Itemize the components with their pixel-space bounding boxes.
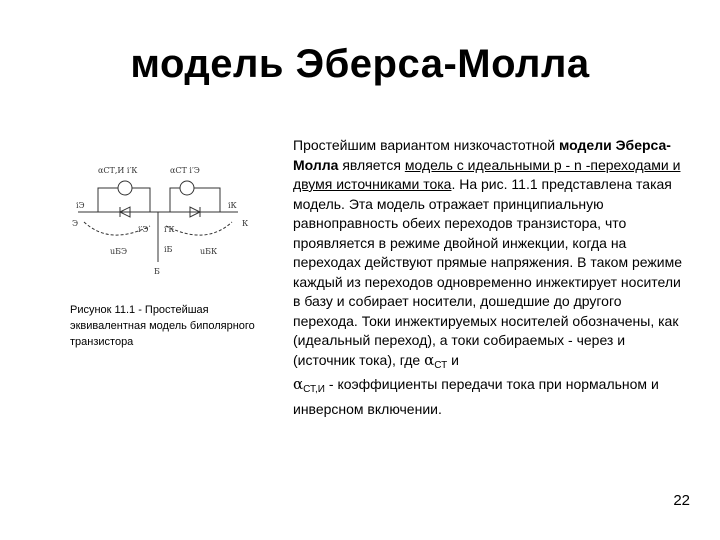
i-b-label: iБ (164, 245, 173, 254)
i-k-prime-label: i′К (164, 225, 175, 234)
slide-title: модель Эберса-Молла (130, 42, 590, 86)
page-number: 22 (673, 492, 690, 509)
alpha-subscript: СТ,И (303, 384, 325, 395)
right-source-wire (170, 188, 220, 212)
i-k-label: iК (228, 201, 237, 210)
body-text-underlined: модель с идеальными p - n -переходами и двумя источниками тока (293, 156, 681, 192)
body-text-part: - коэффициенты передачи тока при нормальном и инверсном включении. (293, 376, 659, 417)
u-be-label: uБЭ (110, 247, 128, 256)
figure-caption: Рисунок 11.1 - Простейшая эквивалентная модель биполярного транзистора (70, 304, 255, 348)
circuit-diagram (70, 150, 260, 280)
i-e-prime-label: i′Э (138, 225, 149, 234)
body-text (293, 136, 683, 419)
alpha-subscript: СТ (434, 359, 448, 371)
body-text-part: является (338, 156, 405, 173)
u-bk-label: uБК (200, 247, 218, 256)
u-bk-arc (166, 222, 232, 235)
body-text-bold: модели Эберса-Молла (293, 137, 671, 173)
base-label: Б (154, 267, 160, 276)
right-current-source (180, 181, 194, 195)
left-current-source (118, 181, 132, 195)
ebers-moll-circuit (70, 150, 260, 280)
left-source-wire (98, 188, 150, 212)
alpha-symbol: α (293, 375, 304, 393)
body-text-part: Простейшим вариантом низкочастотной (293, 137, 559, 153)
emitter-label: Э (72, 219, 79, 228)
alpha-symbol: α (424, 350, 435, 369)
i-e-label: iЭ (76, 201, 85, 210)
collector-label: К (242, 219, 249, 228)
body-text-part: и (447, 351, 459, 368)
body-text-part: . На рис. 11.1 представлена такая модель. Эта модель отражает принципиальную равноправность обеих переходов транзистора, что проявляется в режиме двойной инжекции, когда на переходах действуют прямые напряжения. В таком режиме каждый из переходов одновременно инжектирует носители в базу и собирает носители, дошедшие до другого перехода. Токи инжектируемых носителей обозначены, как (идеальный переход), а токи собираемых - через и (источник тока), где (293, 176, 682, 368)
left-source-label: αСТ,И i′К (98, 166, 138, 175)
right-source-label: αСТ i′Э (170, 166, 200, 175)
